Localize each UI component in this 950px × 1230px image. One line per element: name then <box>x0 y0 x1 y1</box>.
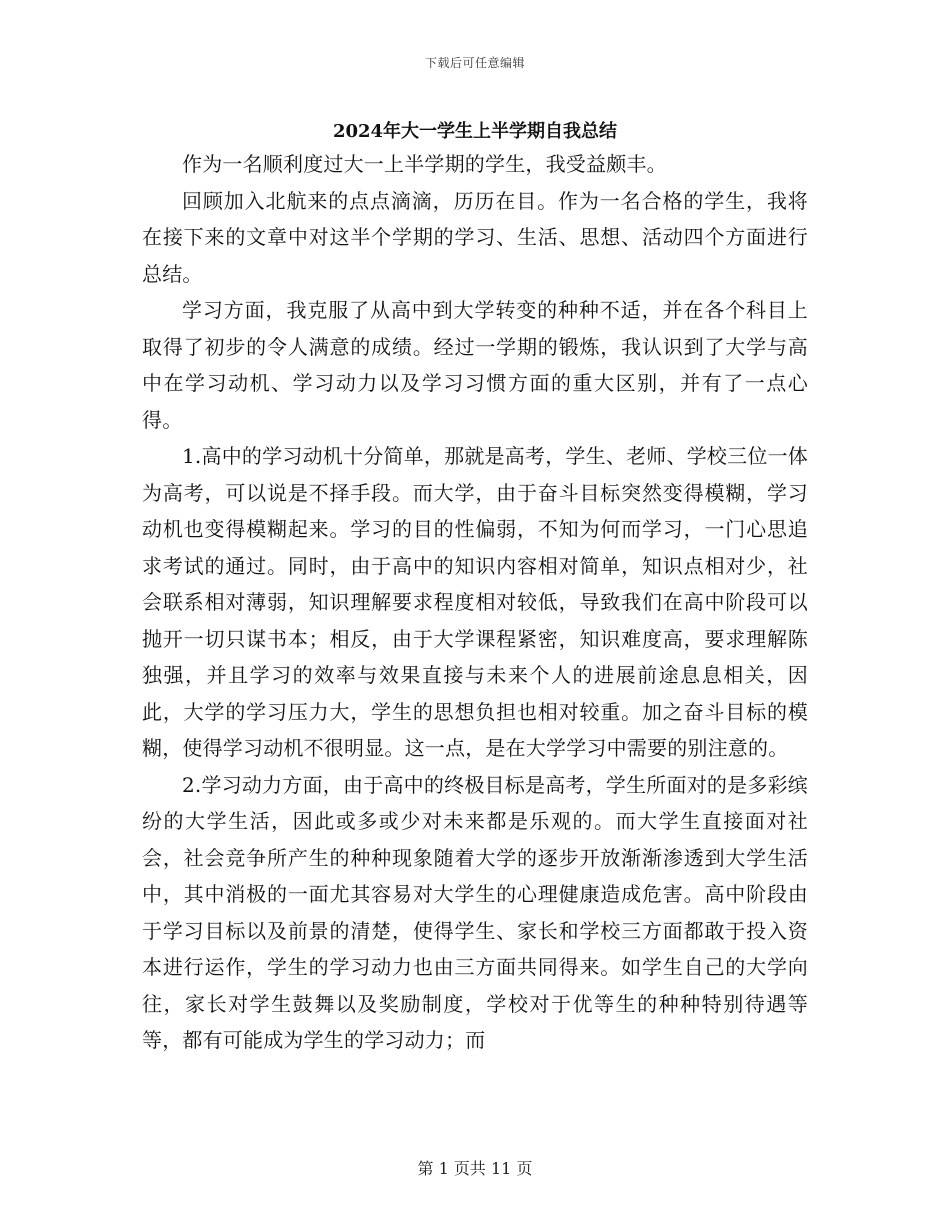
header-note: 下载后可任意编辑 <box>424 56 525 70</box>
document-title: 2024年大一学生上半学期自我总结 <box>332 121 618 142</box>
document-body <box>142 146 808 1059</box>
paragraph-review: 回顾加入北航来的点点滴滴，历历在目。作为一名合格的学生，我将在接下来的文章中对这半个学期的学习、生活、思想、活动四个方面进行总结。 <box>142 188 808 286</box>
page-number: 第 1 页共 11 页 <box>417 1159 533 1178</box>
paragraph-study: 学习方面，我克服了从高中到大学转变的种种不适，并在各个科目上取得了初步的令人满意的成绩。经过一学期的锻炼，我认识到了大学与高中在学习动机、学习动力以及学习习惯方面的重大区别，并有了一点心得。 <box>142 298 808 432</box>
paragraph-point-1: 1.高中的学习动机十分简单，那就是高考，学生、老师、学校三位一体为高考，可以说是不择手段。而大学，由于奋斗目标突然变得模糊，学习动机也变得模糊起来。学习的目的性偏弱，不知为何而学习，一门心思追求考试的通过。同时，由于高中的知识内容相对简单，知识点相对少，社会联系相对薄弱，知识理解要求程度相对较低，导致我们在高中阶段可以抛开一切只谋书本；相反，由于大学课程紧密，知识难度高，要求理解陈独强，并且学习的效率与效果直接与未来个人的进展前途息息相关，因此，大学的学习压力大，学生的思想负担也相对较重。加之奋斗目标的模糊，使得学习动机不很明显。这一点，是在大学学习中需要的别注意的。 <box>142 444 808 760</box>
paragraph-intro: 作为一名顺利度过大一上半学期的学生，我受益颇丰。 <box>182 152 667 176</box>
paragraph-point-2: 2.学习动力方面，由于高中的终极目标是高考，学生所面对的是多彩缤纷的大学生活，因此或多或少对未来都是乐观的。而大学生直接面对社会，社会竞争所产生的种种现象随着大学的逐步开放渐渐渗透到大学生活中，其中消极的一面尤其容易对大学生的心理健康造成危害。高中阶段由于学习目标以及前景的清楚，使得学生、家长和学校三方面都敢于投入资本进行运作，学生的学习动力也由三方面共同得来。如学生自己的大学向往，家长对学生鼓舞以及奖励制度，学校对于优等生的种种特别待遇等等，都有可能成为学生的学习动力；而 <box>142 772 808 1052</box>
